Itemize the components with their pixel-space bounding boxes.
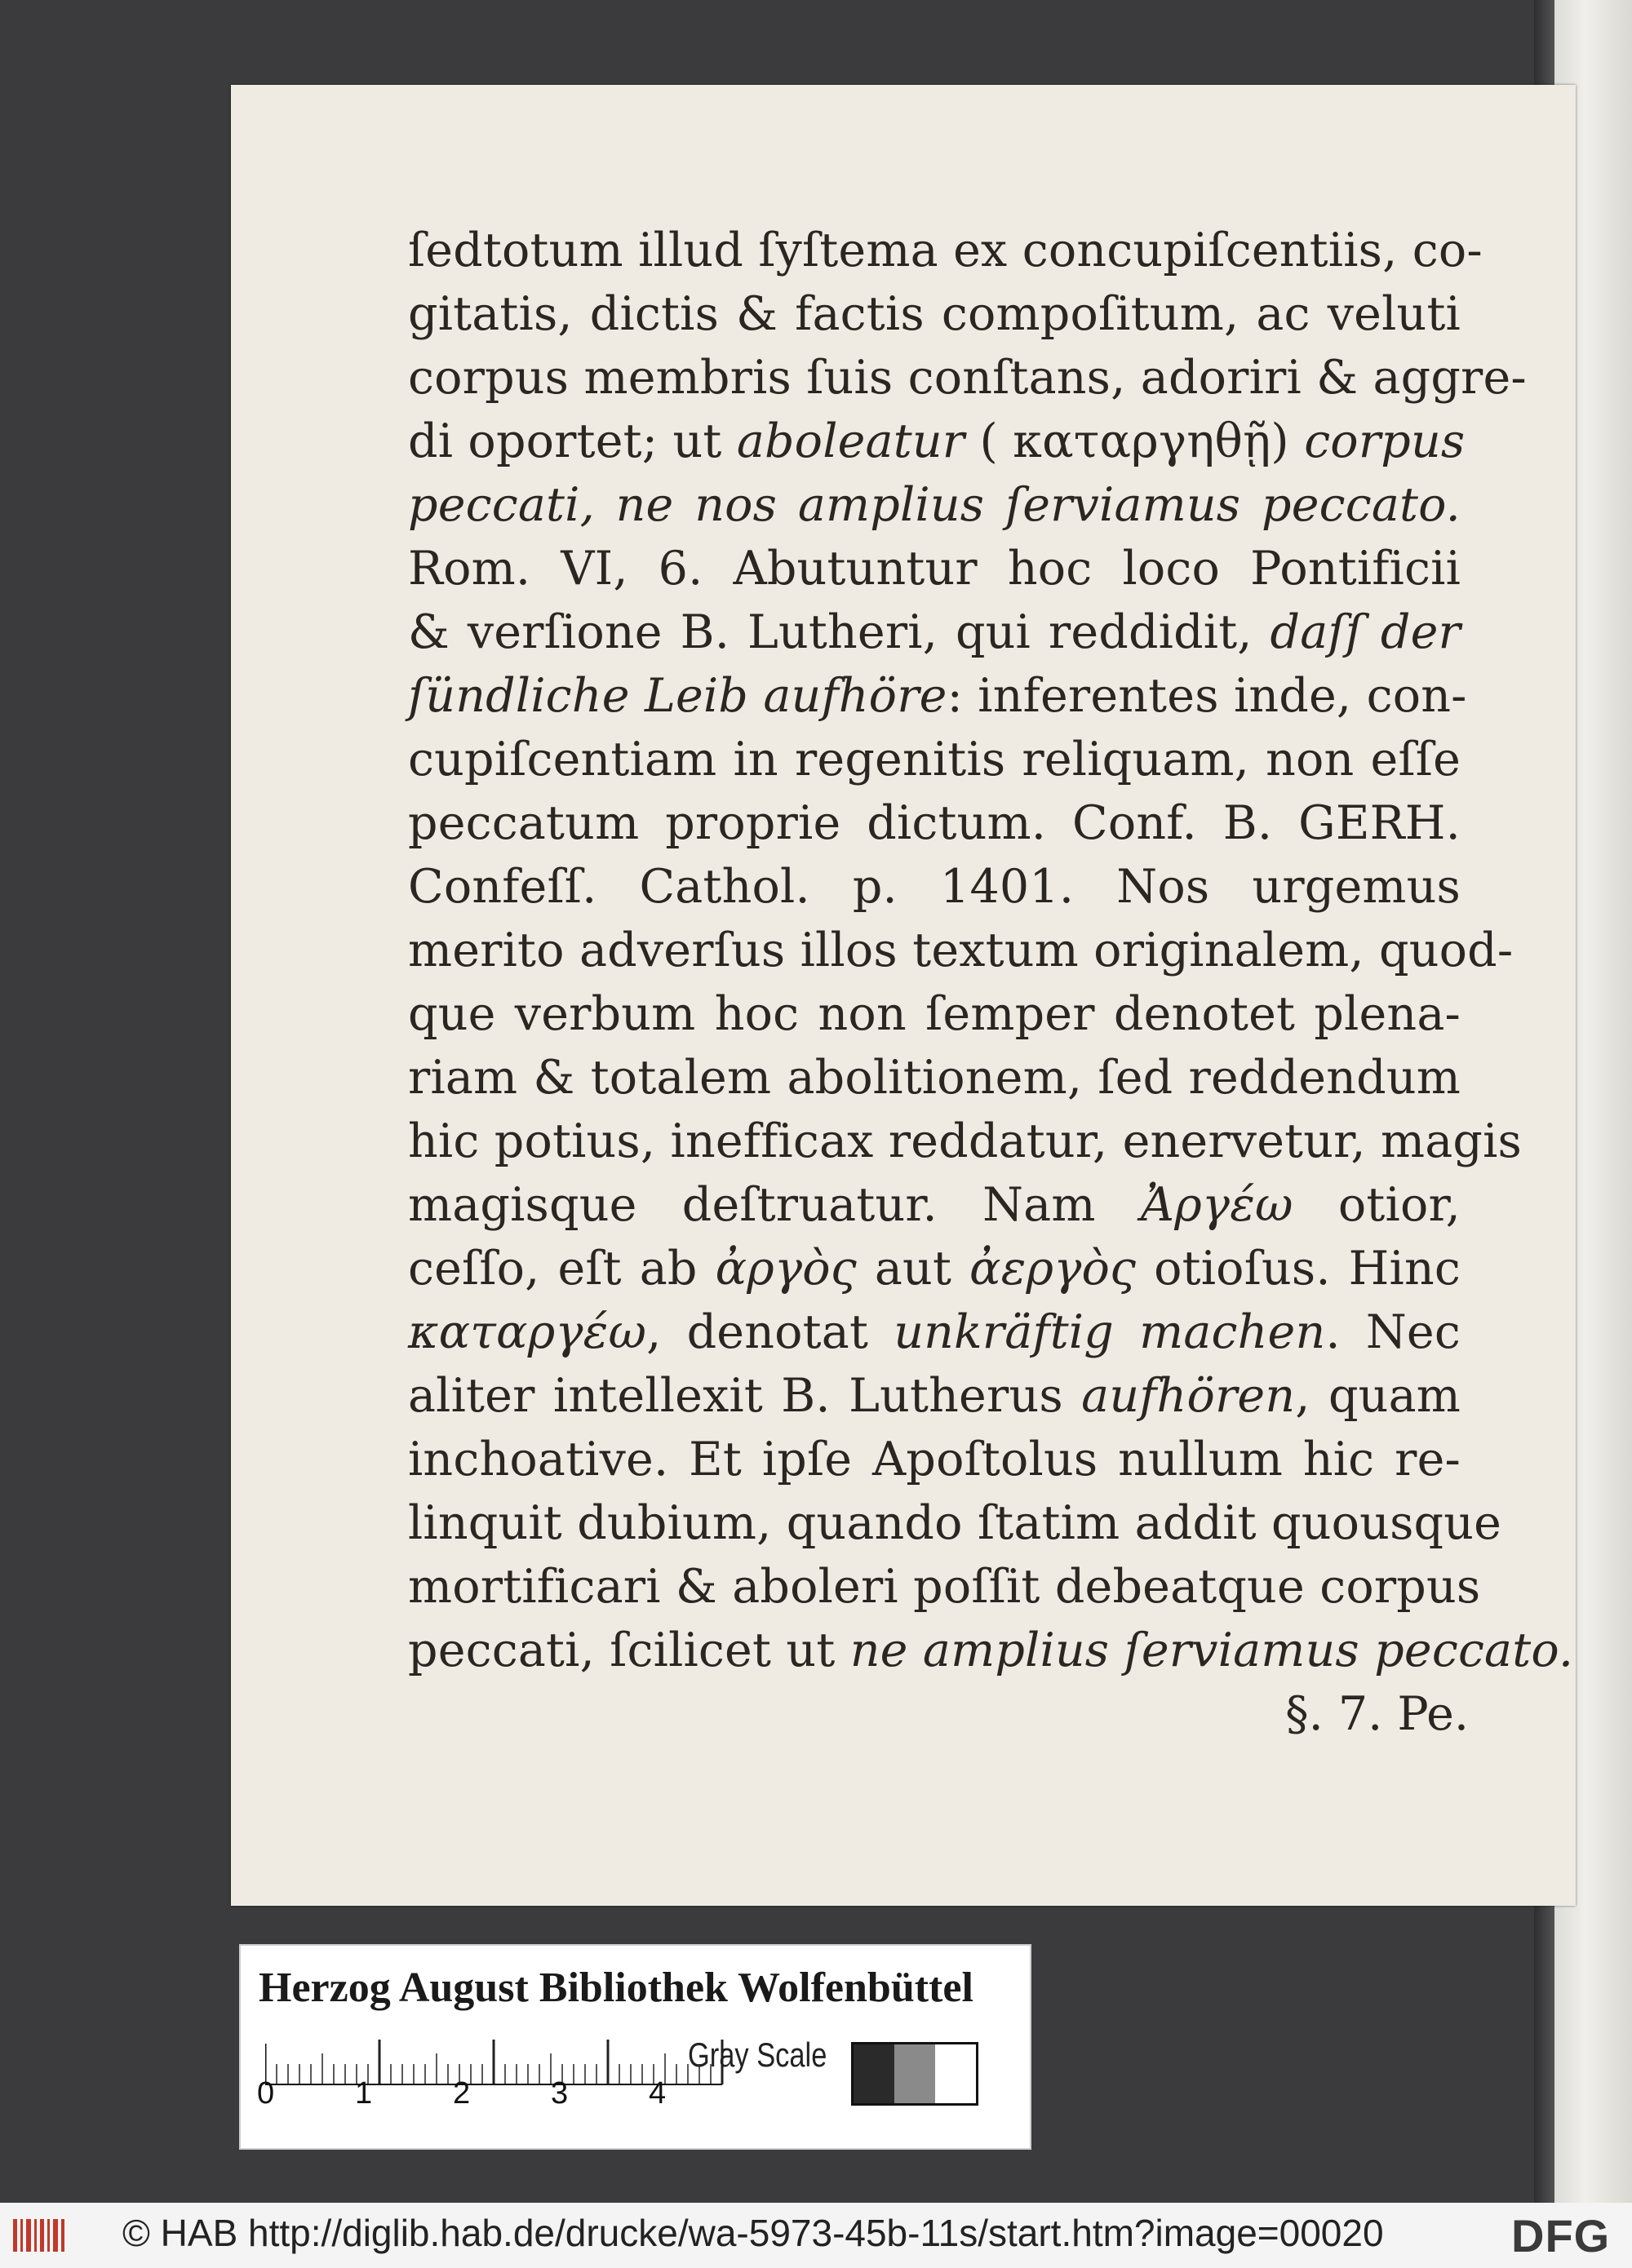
text-line — [408, 1619, 1574, 1682]
text-span: magisque deſtruatur. Nam — [408, 1178, 1141, 1232]
text-span: aboleatur — [736, 414, 965, 468]
text-span: Ἀργέω — [1140, 1178, 1293, 1232]
text-span: linquit dubium, quando ſtatim addit quousque — [408, 1496, 1502, 1550]
text-span: merito adverſus illos textum originalem, quod- — [408, 924, 1514, 977]
ruler-number: 2 — [453, 2076, 471, 2111]
text-span: ſündliche Leib aufhöre — [408, 669, 947, 723]
source-url[interactable]: © HAB http://diglib.hab.de/drucke/wa-5973-45b-11s/start.htm?image=00020 — [122, 2212, 1384, 2254]
text-line — [408, 600, 1461, 664]
text-line — [408, 1300, 1461, 1364]
text-span: ἀργὸς — [715, 1242, 857, 1296]
text-span: Rom. VI, 6. Abutuntur hoc loco Pontificii — [408, 542, 1461, 596]
text-line — [408, 1428, 1461, 1491]
ruler-number: 0 — [257, 2076, 275, 2111]
page-text-block — [408, 219, 1574, 1682]
text-line — [408, 855, 1461, 919]
text-span: aliter intellexit B. Lutherus — [408, 1369, 1082, 1423]
gray-scale-swatch — [851, 2042, 978, 2106]
text-span: di oportet; ut — [408, 414, 737, 468]
text-line — [408, 346, 1527, 410]
text-span: καταργέω — [408, 1305, 647, 1359]
text-line — [408, 664, 1467, 728]
text-span: ceſſo, eſt ab — [408, 1242, 716, 1296]
text-span: . Nec — [1325, 1305, 1461, 1359]
text-line — [408, 1110, 1522, 1173]
text-span: riam & totalem abolitionem, ſed reddendum — [408, 1051, 1461, 1105]
text-span: unkräftig machen — [894, 1305, 1326, 1359]
ruler-number: 4 — [649, 2076, 667, 2111]
text-span: mortificari & aboleri poſſit debeatque corpus — [408, 1560, 1481, 1614]
text-line — [408, 1237, 1461, 1300]
text-span: hic potius, inefficax reddatur, enervetur, magis — [408, 1114, 1522, 1168]
text-span: cupiſcentiam in regenitis reliquam, non eſſe — [408, 733, 1461, 786]
catchword: §. 7. Pe. — [1285, 1687, 1469, 1741]
text-line — [408, 982, 1461, 1046]
footer-bar — [0, 2203, 1632, 2268]
text-span: aut — [856, 1242, 970, 1296]
text-line — [408, 410, 1466, 473]
text-span: gitatis, dictis & factis compoſitum, ac veluti — [408, 287, 1461, 341]
gray-swatch-cell — [854, 2044, 894, 2103]
ruler-number: 1 — [355, 2076, 373, 2111]
gray-swatch-cell — [894, 2044, 935, 2103]
text-line — [408, 1491, 1502, 1555]
text-line — [408, 1173, 1461, 1237]
text-line — [408, 537, 1461, 600]
text-span: aufhören — [1081, 1369, 1296, 1423]
text-span: peccati, ne nos amplius ſerviamus peccato. — [408, 478, 1461, 532]
text-line — [408, 728, 1461, 791]
text-span: ſedtotum illud ſyſtema ex concupiſcentiis, co- — [408, 224, 1483, 277]
text-span: & verſione B. Lutheri, qui reddidit, — [408, 605, 1271, 659]
text-span: inchoative. Et ipſe Apoſtolus nullum hic re- — [408, 1433, 1461, 1486]
gray-scale-label: Gray Scale — [688, 2035, 827, 2074]
text-span: corpus — [1304, 414, 1466, 468]
text-span: peccati, ſcilicet ut — [408, 1623, 850, 1677]
text-line — [408, 1046, 1461, 1110]
text-span: daſſ der — [1270, 605, 1461, 659]
ruler-number: 3 — [551, 2076, 569, 2111]
text-line — [408, 791, 1461, 855]
text-span: ( καταργηθῇ) — [965, 414, 1305, 468]
barcode-logo-icon — [11, 2214, 69, 2255]
text-span: ἀεργὸς — [969, 1242, 1137, 1296]
text-span: otioſus. Hinc — [1136, 1242, 1461, 1296]
text-span: otior, — [1293, 1178, 1461, 1232]
scale-ruler — [265, 2035, 755, 2093]
text-span: ne amplius ſerviamus peccato. — [849, 1623, 1574, 1677]
library-color-card — [239, 1944, 1031, 2150]
text-span: peccatum proprie dictum. Conf. B. GERH. — [408, 796, 1461, 850]
dfg-logo: DFG — [1511, 2210, 1611, 2261]
text-span: Confeſſ. Cathol. p. 1401. Nos urgemus — [408, 860, 1461, 914]
gray-swatch-cell — [935, 2044, 976, 2103]
text-line — [408, 282, 1461, 346]
library-name: Herzog August Bibliothek Wolfenbüttel — [259, 1965, 973, 2011]
text-span: que verbum hoc non ſemper denotet plena- — [408, 987, 1461, 1041]
text-line — [408, 1555, 1481, 1619]
text-span: : inferentes inde, con- — [947, 669, 1467, 723]
text-line — [408, 919, 1514, 982]
text-span: , denotat — [646, 1305, 894, 1359]
text-span: , quam — [1295, 1369, 1461, 1423]
text-line — [408, 473, 1461, 537]
text-line — [408, 219, 1483, 282]
text-span: corpus membris ſuis conſtans, adoriri & aggre- — [408, 351, 1527, 405]
text-line — [408, 1364, 1461, 1428]
